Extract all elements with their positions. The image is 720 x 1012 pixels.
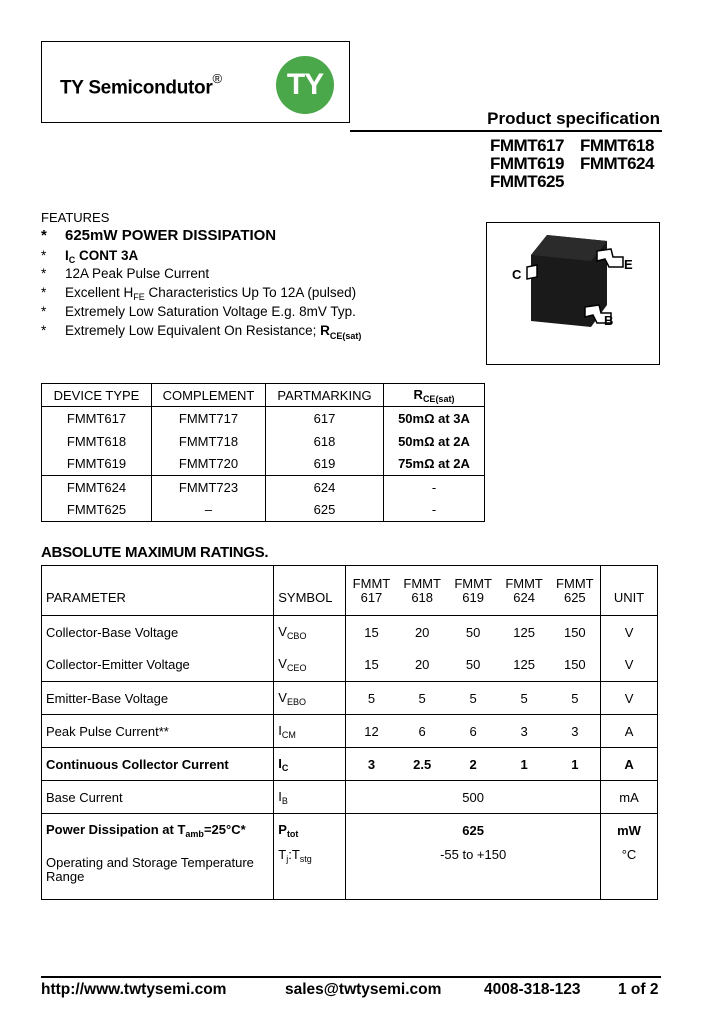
value-cell: 50 bbox=[448, 649, 499, 682]
table-row bbox=[42, 407, 485, 430]
ratings-table bbox=[41, 565, 658, 900]
device-cell: FMMT617 bbox=[42, 407, 152, 430]
product-specification-title: Product specification bbox=[487, 109, 660, 128]
part-number: FMMT618 bbox=[580, 136, 654, 155]
value-cell: 3 bbox=[346, 748, 397, 781]
part-number: FMMT624 bbox=[580, 154, 654, 173]
value-cell: 50 bbox=[448, 616, 499, 649]
value-cell: 150 bbox=[550, 649, 601, 682]
part-number: FMMT619 bbox=[490, 154, 564, 173]
rce-cell: - bbox=[384, 499, 485, 522]
complement-cell: FMMT723 bbox=[152, 476, 266, 499]
footer-divider bbox=[41, 976, 661, 978]
table-row bbox=[42, 814, 658, 847]
complement-cell: FMMT717 bbox=[152, 407, 266, 430]
value-cell: 3 bbox=[499, 715, 550, 748]
marking-cell: 618 bbox=[266, 430, 384, 453]
header-device-type: DEVICE TYPE bbox=[42, 384, 152, 407]
unit-cell: mA bbox=[601, 781, 658, 814]
symbol-cell: $V_{EBO}$ bbox=[274, 682, 346, 715]
marking-cell: 625 bbox=[266, 499, 384, 522]
rce-cell: - bbox=[384, 476, 485, 499]
registered-mark: ® bbox=[212, 71, 222, 86]
symbol-cell: $I_{CM}$ bbox=[274, 715, 346, 748]
param-cell: Peak Pulse Current** bbox=[42, 715, 274, 748]
param-cell: Power Dissipation at $T_{amb}=25^\circ C*$ bbox=[42, 814, 274, 847]
header-complement: COMPLEMENT bbox=[152, 384, 266, 407]
rce-cell: 50mΩ at 2A bbox=[384, 430, 485, 453]
device-cell: FMMT618 bbox=[42, 430, 152, 453]
param-cell: Base Current bbox=[42, 781, 274, 814]
table-row bbox=[42, 649, 658, 682]
brand-name: TY Semicondutor® bbox=[60, 71, 222, 99]
device-cell: FMMT619 bbox=[42, 453, 152, 476]
value-cell: -55 to +150 bbox=[346, 847, 601, 900]
device-table bbox=[41, 383, 485, 522]
value-cell: 15 bbox=[346, 616, 397, 649]
header-rce: $R_{CE(sat)}$ bbox=[384, 384, 485, 407]
ratings-heading: ABSOLUTE MAXIMUM RATINGS. bbox=[41, 544, 269, 561]
value-cell: 12 bbox=[346, 715, 397, 748]
table-row bbox=[42, 430, 485, 453]
table-row bbox=[42, 748, 658, 781]
unit-cell: V bbox=[601, 649, 658, 682]
value-cell: 2.5 bbox=[397, 748, 448, 781]
feature-item: * 12A Peak Pulse Current bbox=[41, 266, 210, 281]
value-cell: 1 bbox=[499, 748, 550, 781]
complement-cell: FMMT720 bbox=[152, 453, 266, 476]
footer-email-link[interactable]: sales@twtysemi.com bbox=[285, 981, 442, 998]
marking-cell: 617 bbox=[266, 407, 384, 430]
header-symbol: SYMBOL bbox=[274, 566, 346, 616]
value-cell: 3 bbox=[550, 715, 601, 748]
pin-e-label: E bbox=[624, 257, 633, 272]
value-cell: 20 bbox=[397, 616, 448, 649]
value-cell: 20 bbox=[397, 649, 448, 682]
header-parameter: PARAMETER bbox=[42, 566, 274, 616]
symbol-cell: $V_{CBO}$ bbox=[274, 616, 346, 649]
table-row bbox=[42, 499, 485, 522]
header-fmmt624: FMMT 624 bbox=[499, 566, 550, 616]
rce-cell: 50mΩ at 3A bbox=[384, 407, 485, 430]
param-cell: Emitter-Base Voltage bbox=[42, 682, 274, 715]
value-cell: 2 bbox=[448, 748, 499, 781]
symbol-cell: $I_C$ bbox=[274, 748, 346, 781]
device-table-header bbox=[42, 384, 485, 407]
value-cell: 150 bbox=[550, 616, 601, 649]
header-fmmt619: FMMT 619 bbox=[448, 566, 499, 616]
value-cell: 5 bbox=[397, 682, 448, 715]
unit-cell: A bbox=[601, 715, 658, 748]
value-cell: 125 bbox=[499, 616, 550, 649]
table-row bbox=[42, 476, 485, 499]
value-cell: 6 bbox=[448, 715, 499, 748]
footer-page-number: 1 of 2 bbox=[618, 981, 659, 998]
header-unit: UNIT bbox=[601, 566, 658, 616]
feature-item: * Extremely Low Equivalent On Resistance; $R_{CE(sat)}$ bbox=[41, 323, 362, 341]
unit-cell: °C bbox=[601, 847, 658, 900]
value-cell: 5 bbox=[499, 682, 550, 715]
param-cell: Continuous Collector Current bbox=[42, 748, 274, 781]
marking-cell: 619 bbox=[266, 453, 384, 476]
part-number: FMMT625 bbox=[490, 172, 564, 191]
pin-b-label: B bbox=[604, 313, 614, 328]
header-fmmt618: FMMT 618 bbox=[397, 566, 448, 616]
param-cell: Operating and Storage Temperature Range bbox=[42, 847, 274, 900]
header-partmarking: PARTMARKING bbox=[266, 384, 384, 407]
marking-cell: 624 bbox=[266, 476, 384, 499]
symbol-cell: $I_B$ bbox=[274, 781, 346, 814]
title-divider bbox=[350, 130, 662, 132]
footer-website-link[interactable]: http://www.twtysemi.com bbox=[41, 981, 227, 998]
value-cell: 625 bbox=[346, 814, 601, 847]
complement-cell: – bbox=[152, 499, 266, 522]
device-cell: FMMT625 bbox=[42, 499, 152, 522]
footer-phone: 4008-318-123 bbox=[484, 981, 581, 998]
header-fmmt617: FMMT 617 bbox=[346, 566, 397, 616]
value-cell: 15 bbox=[346, 649, 397, 682]
value-cell: 5 bbox=[550, 682, 601, 715]
symbol-cell: $V_{CEO}$ bbox=[274, 649, 346, 682]
pin-c-label: C bbox=[512, 267, 522, 282]
rce-cell: 75mΩ at 2A bbox=[384, 453, 485, 476]
feature-item: * 625mW POWER DISSIPATION bbox=[41, 227, 277, 244]
table-row bbox=[42, 847, 658, 900]
value-cell: 6 bbox=[397, 715, 448, 748]
value-cell: 125 bbox=[499, 649, 550, 682]
ratings-header bbox=[42, 566, 658, 616]
value-cell: 5 bbox=[346, 682, 397, 715]
header-fmmt625: FMMT 625 bbox=[550, 566, 601, 616]
complement-cell: FMMT718 bbox=[152, 430, 266, 453]
unit-cell: mW bbox=[601, 814, 658, 847]
symbol-cell: $T_j:T_{stg}$ bbox=[274, 847, 346, 900]
logo-box bbox=[41, 41, 350, 123]
table-row bbox=[42, 682, 658, 715]
param-cell: Collector-Base Voltage bbox=[42, 616, 274, 649]
symbol-cell: $P_{tot}$ bbox=[274, 814, 346, 847]
table-row bbox=[42, 715, 658, 748]
value-cell: 1 bbox=[550, 748, 601, 781]
unit-cell: A bbox=[601, 748, 658, 781]
table-row bbox=[42, 453, 485, 476]
table-row bbox=[42, 781, 658, 814]
param-cell: Collector-Emitter Voltage bbox=[42, 649, 274, 682]
unit-cell: V bbox=[601, 616, 658, 649]
device-cell: FMMT624 bbox=[42, 476, 152, 499]
value-cell: 500 bbox=[346, 781, 601, 814]
unit-cell: V bbox=[601, 682, 658, 715]
ty-logo-icon: TY bbox=[276, 56, 334, 114]
table-row bbox=[42, 616, 658, 649]
features-heading: FEATURES bbox=[41, 210, 110, 225]
package-drawing bbox=[486, 222, 660, 365]
part-number: FMMT617 bbox=[490, 136, 564, 155]
sot23-package-icon bbox=[487, 223, 659, 364]
feature-item: * Excellent $H_{FE}$ Characteristics Up To 12A (pulsed) bbox=[41, 285, 357, 302]
feature-item: * Extremely Low Saturation Voltage E.g. 8mV Typ. bbox=[41, 304, 356, 319]
value-cell: 5 bbox=[448, 682, 499, 715]
feature-item: * $I_C$ CONT 3A bbox=[41, 248, 139, 265]
